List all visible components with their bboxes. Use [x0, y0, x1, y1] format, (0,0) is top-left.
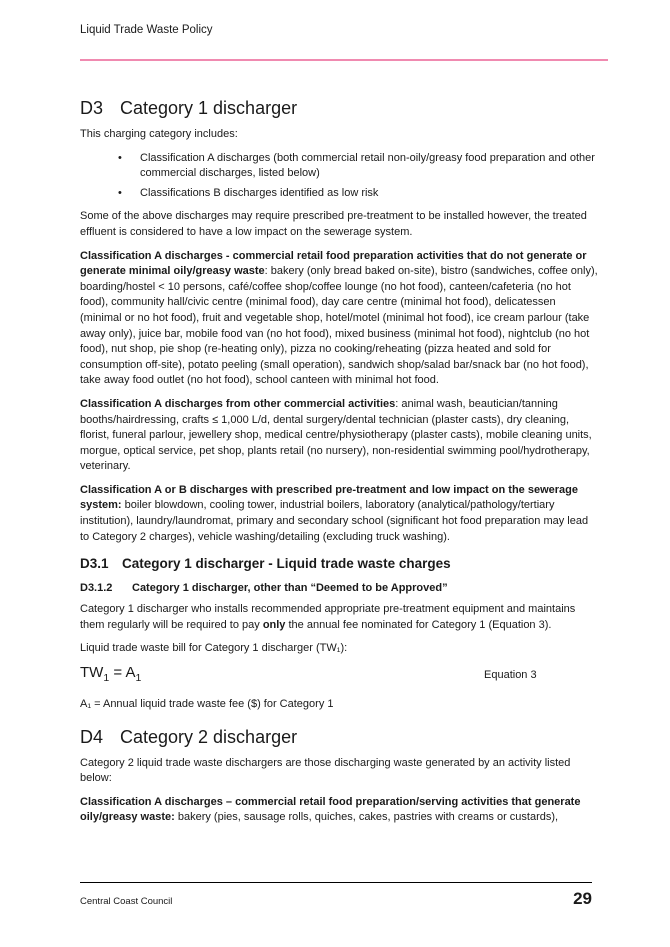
paragraph-classification-a-commercial [80, 397, 600, 475]
paragraph-classification-a-food [80, 249, 600, 389]
page-number: 29 [573, 889, 592, 908]
section-heading-d4 [80, 725, 600, 749]
document-body [80, 96, 600, 834]
paragraph-body: bakery (pies, sausage rolls, quiches, cakes, pastries with creams or custards), [174, 811, 559, 824]
equation-formula: $TW_1 = A_1$ [80, 664, 142, 685]
subsection-number: D3.1 [80, 556, 109, 572]
subsubsection-title: Category 1 discharger, other than “Deemed to be Approved” [132, 582, 448, 595]
subsubsection-number: D3.1.2 [80, 582, 113, 595]
pretreatment-note: Some of the above discharges may require prescribed pre-treatment to be installed however, the treated effluent is considered to have a low impact on the sewerage system. [80, 210, 587, 238]
fee-paragraph: Category 1 discharger who installs recommended appropriate pre-treatment equipment and maintains them regularly will be required to pay only the annual fee nominated for Category 1 (Equation 3). [80, 603, 576, 631]
paragraph-classification-a-or-b [80, 483, 600, 545]
equation-label: Equation 3 [484, 669, 537, 682]
section-number: D3 [80, 98, 104, 118]
section-intro: This charging category includes: [80, 128, 238, 140]
section-title: Category 2 discharger [120, 726, 298, 747]
footer-organization: Central Coast Council [80, 896, 173, 907]
bullet-list [80, 151, 600, 202]
subsubsection-heading-d3-1-2 [80, 581, 600, 596]
paragraph-body: : animal wash, beautician/tanning booths/hairdressing, crafts ≤ 1,000 L/d, dental surgery/dental technician (plaster casts), dry cleaning, florist, funeral parlour, jewellery shop, medical centre/physiotherapy (plaster casts), mobile cleaning units, morgue, optical service, pet shop, plants retail (no nursery), non-residential swimming pool/hydrotherapy, veterinary. [80, 397, 592, 473]
list-item: • Classifications B discharges identified as low risk [140, 186, 600, 202]
page-header: Liquid Trade Waste Policy [80, 24, 213, 36]
section-intro: Category 2 liquid trade waste dischargers are those discharging waste generated by an activity listed below: [80, 756, 571, 785]
section-heading-d3 [80, 96, 600, 120]
paragraph-lead: Classification A discharges – commercial retail food preparation/serving activities that generate oily/greasy waste: [80, 795, 581, 824]
list-item: • Classification A discharges (both commercial retail non-oily/greasy food preparation and other commercial discharges, listed below) [140, 151, 600, 182]
paragraph-lead: Classification A discharges - commercial retail food preparation activities that do not generate or generate minimal oily/greasy waste [80, 249, 587, 278]
paragraph-lead: Classification A or B discharges with prescribed pre-treatment and low impact on the sewerage system: [80, 483, 578, 512]
paragraph-body: boiler blowdown, cooling tower, industrial boilers, laboratory (analytical/pathology/tertiary institution), laundry/laundromat, primary and secondary school (significant hot food preparation may lead to Category 2 charges), vehicle washing/detailing (excluding truck washing). [80, 499, 589, 543]
equation-definition: A₁ = Annual liquid trade waste fee ($) for Category 1 [80, 698, 334, 711]
subsection-heading-d3-1 [80, 555, 600, 573]
paragraph-classification-a-oily [80, 795, 600, 826]
equation-row [80, 665, 600, 689]
paragraph-lead: Classification A discharges from other commercial activities [80, 397, 396, 410]
section-title: Category 1 discharger [120, 98, 298, 118]
emphasis-only: only [262, 618, 286, 631]
bill-label: Liquid trade waste bill for Category 1 discharger (TW₁): [80, 642, 348, 655]
paragraph-body: : bakery (only bread baked on-site), bistro (sandwiches, coffee only), boarding/hostel < 10 persons, café/coffee shop/coffee lounge (no hot food), canteen/cafeteria (no hot food), community hall/civic centre (minimal food), day care centre (minimal hot food), delicatessen (minimal or no hot food), fruit and vegetable shop, hotel/motel (minimal hot food), ice cream parlour (take away only), juice bar, mobile food van (no hot food), mixed business (minimal hot food), nightclub (no hot food), nut shop, pie shop (re-heating only), pizza no cooking/reheating (pizza heated and sold for consumption off-site), potato peeling (small operation), sandwich shop/salad bar/snack bar (no hot food), take away food outlet (no hot food), school canteen with minimal hot food. [80, 265, 598, 387]
footer-divider [80, 882, 592, 883]
header-divider [80, 59, 608, 61]
section-number: D4 [80, 726, 104, 747]
subsection-title: Category 1 discharger - Liquid trade waste charges [122, 556, 451, 572]
